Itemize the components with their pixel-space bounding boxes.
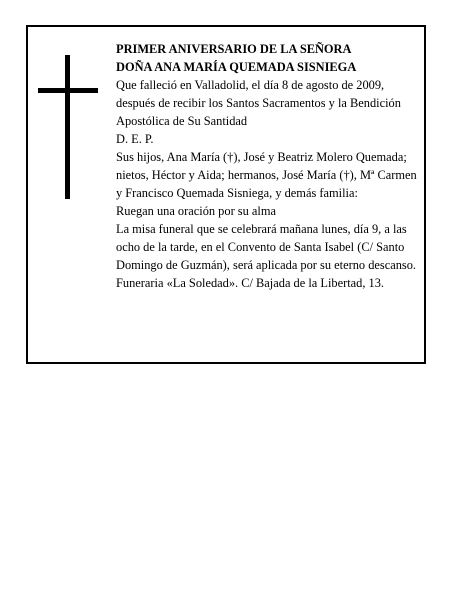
obituary-notice: [26, 25, 426, 364]
dep-line: D. E. P.: [116, 132, 154, 146]
notice-title-line1: PRIMER ANIVERSARIO DE LA SEÑORA: [116, 42, 352, 56]
family-list: Sus hijos, Ana María (†), José y Beatriz Molero Quemada; nietos, Héctor y Aida; hermanos, José María (†), Mª Carmen y Francisco Quemada Sisniega, y demás familia:: [116, 150, 417, 200]
funeral-home: Funeraria «La Soledad». C/ Bajada de la Libertad, 13.: [116, 276, 385, 290]
notice-text: [116, 40, 422, 292]
cross-vertical-bar: [65, 55, 70, 199]
prayer-request: Ruegan una oración por su alma: [116, 204, 276, 218]
cross-horizontal-bar: [38, 88, 98, 93]
mass-info: La misa funeral que se celebrará mañana lunes, día 9, a las ocho de la tarde, en el Convento de Santa Isabel (C/ Santo Domingo de Guzmán), será aplicada por su eterno descanso.: [116, 222, 417, 272]
latin-cross-icon: [38, 55, 98, 199]
notice-title-line2: DOÑA ANA MARÍA QUEMADA SISNIEGA: [116, 60, 357, 74]
death-info: Que falleció en Valladolid, el día 8 de agosto de 2009, después de recibir los Santos Sacramentos y la Bendición Apostólica de Su Santidad: [116, 78, 401, 128]
